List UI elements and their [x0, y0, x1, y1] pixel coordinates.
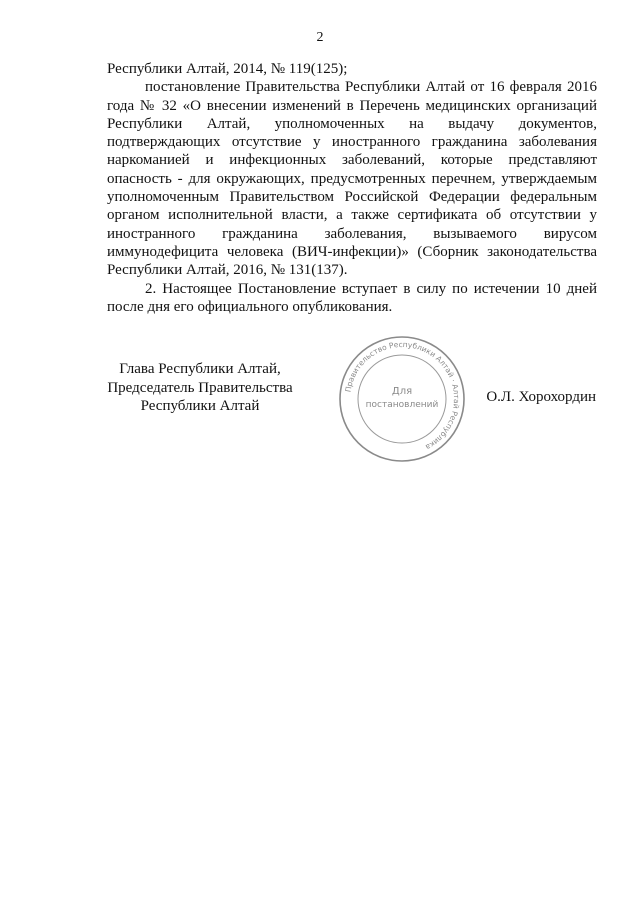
stamp-inner-ring [358, 355, 446, 443]
signatory-title-line-3: Республики Алтай [140, 398, 260, 414]
stamp-center-line-2: постановлений [365, 400, 439, 410]
stamp-arc-text: Правительство Республики Алтай · Алтай Республика [343, 339, 462, 452]
document-body [107, 60, 597, 316]
signatory-name: О.Л. Хорохордин [486, 389, 596, 405]
signatory-title-line-2: Председатель Правительства [107, 379, 293, 396]
paragraph-resolution-reference: постановление Правительства Республики Алтай от 16 февраля 2016 года № 32 «О внесении изменений в Перечень медицинских организаций Республики Алтай, уполномоченных на выдачу документов, подтверждающих отсутствие у иностранного гражданина заболевания наркоманией и инфекционных заболеваний, которые представляют опасность - для окружающих, предусмотренных перечнем, утверждаемым уполномоченным Правительством Российской Федерации федеральным органом исполнительной власти, а также сертификата об отсутствии у иностранного гражданина заболевания, вызываемого вирусом иммунодефицита человека (ВИЧ-инфекции)» (Сборник законодательства Республики Алтай, 2016, № 131(137). [107, 79, 597, 279]
page-number: 2 [316, 30, 324, 45]
stamp-outer-ring [340, 337, 464, 461]
stamp-center-line-1: Для [391, 386, 413, 397]
paragraph-effective-date: 2. Настоящее Постановление вступает в силу по истечении 10 дней после дня его официального опубликования. [107, 280, 597, 315]
official-stamp [337, 334, 467, 464]
paragraph-continuation: Республики Алтай, 2014, № 119(125); [107, 61, 348, 77]
signatory-title-line-1: Глава Республики Алтай, [119, 361, 281, 377]
signatory-title [105, 360, 295, 416]
